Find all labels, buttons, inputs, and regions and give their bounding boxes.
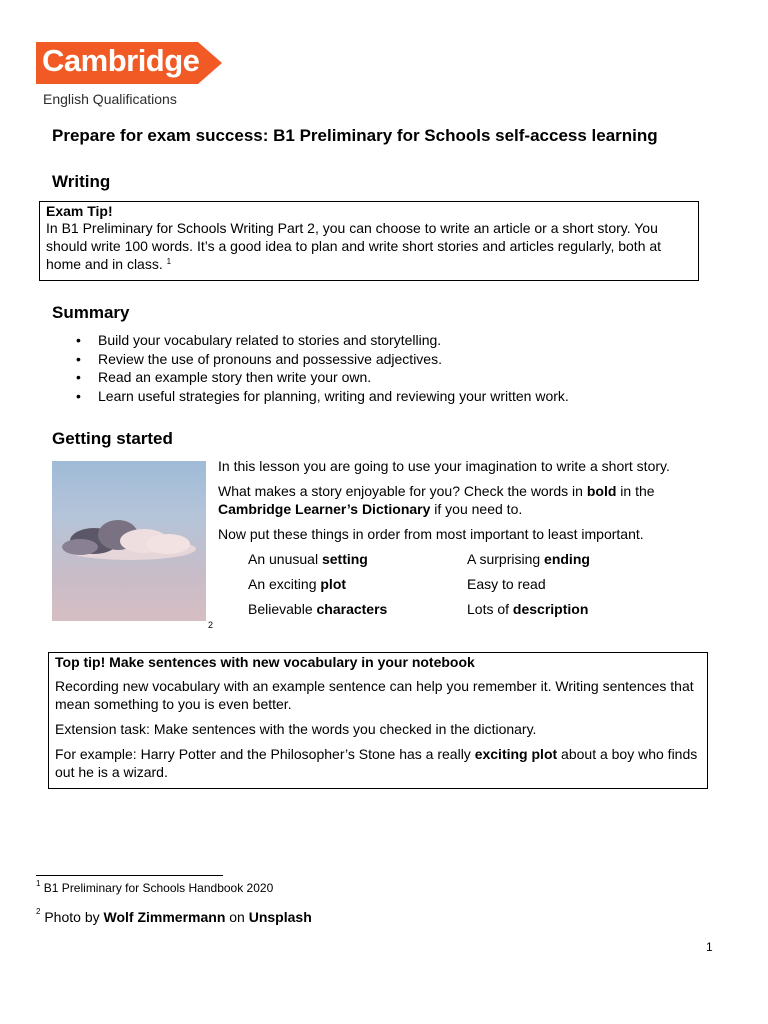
top-tip-paragraph: Recording new vocabulary with an example sentence can help you remember it. Writing sentences that mean something to you is even better. [55,678,694,712]
footnote-ref-1: 1 [166,257,172,266]
feature-item: An unusual setting [248,551,368,567]
example-paragraph: For example: Harry Potter and the Philosopher’s Stone has a really exciting plot about a boy who finds out he is a wizard. [55,746,698,780]
page-title: Prepare for exam success: B1 Preliminary for Schools self-access learning [52,126,658,145]
feature-item: Believable characters [248,601,388,617]
feature-item: Lots of description [467,601,589,617]
footnote-2: $^2$ Photo by Wolf Zimmermann on Unsplash [36,907,312,925]
image-ref: 2 [208,620,214,630]
feature-item: Easy to read [467,576,546,592]
list-item: • Build your vocabulary related to stories and storytelling. [52,331,692,350]
list-item: • Review the use of pronouns and possessive adjectives. [52,350,692,369]
writing-heading: Writing [52,172,111,191]
dictionary-paragraph: What makes a story enjoyable for you? Check the words in bold in the Cambridge Learner’s Dictionary if you need to. [218,483,655,517]
logo-subtitle: English Qualifications [43,91,177,107]
exam-tip-text: In B1 Preliminary for Schools Writing Part 2, you can choose to write an article or a short story. You should write 100 words. It’s a good idea to plan and write short stories and articles regularly, both at home and in class. $^1$ [46,220,662,272]
logo-name: Cambridge [42,43,200,78]
page-number: 1 [706,940,713,954]
extension-task: Extension task: Make sentences with the words you checked in the dictionary. [55,721,537,737]
footnote-1: $^1$ B1 Preliminary for Schools Handbook 2020 [36,879,274,895]
summary-list [52,331,692,406]
list-item: • Learn useful strategies for planning, writing and reviewing your written work. [52,387,692,406]
feature-item: A surprising ending [467,551,590,567]
getting-started-heading: Getting started [52,429,173,448]
exam-tip-box [39,201,699,281]
cloud-photo [52,461,206,621]
feature-item: An exciting plot [248,576,347,592]
order-paragraph: Now put these things in order from most important to least important. [218,526,644,542]
top-tip-box [48,652,708,789]
summary-heading: Summary [52,303,130,322]
intro-paragraph: In this lesson you are going to use your imagination to write a short story. [218,458,670,474]
top-tip-heading: Top tip! Make sentences with new vocabulary in your notebook [55,654,475,670]
list-item: • Read an example story then write your own. [52,368,692,387]
exam-tip-label: Exam Tip! [46,203,113,219]
footnote-divider [36,875,223,876]
